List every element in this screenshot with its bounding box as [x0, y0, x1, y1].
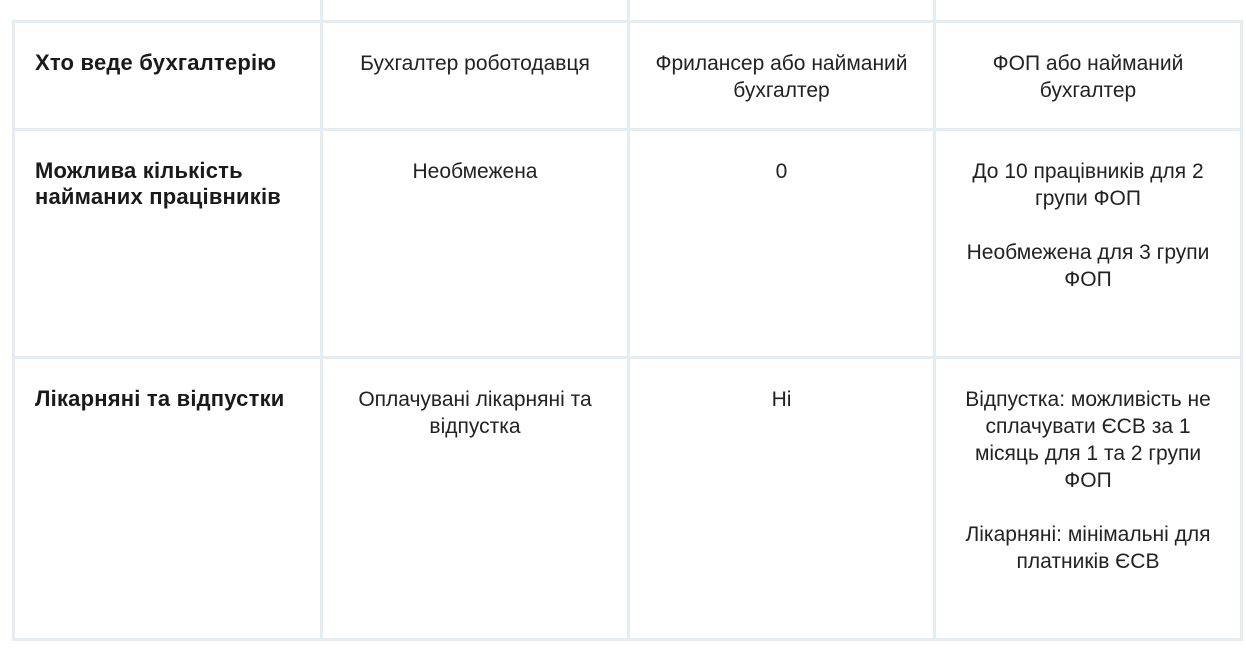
table-cell: [629, 0, 935, 21]
cell-text: Фрилансер або найманий бухгалтер: [655, 51, 908, 102]
table-cell: [629, 21, 935, 129]
table-cell: [629, 357, 935, 639]
table-row: [14, 129, 1242, 357]
table-cell: [935, 129, 1242, 357]
table-top-strip: [14, 0, 1242, 21]
table-cell: [935, 0, 1242, 21]
row-header-accounting: Хто веде бухгалтерію: [14, 21, 322, 129]
cell-text: Лікарняні: мінімальні для платників ЄСВ: [965, 522, 1211, 573]
table-cell: [14, 0, 322, 21]
cell-text: Бухгалтер роботодавця: [360, 51, 590, 75]
row-header-employees: Можлива кількість найманих працівників: [14, 129, 322, 357]
table-cell: [322, 21, 629, 129]
table-row: [14, 21, 1242, 129]
table-row: [14, 357, 1242, 639]
table-cell: [322, 0, 629, 21]
cell-text: 0: [775, 159, 788, 183]
cell-text: Необмежена для 3 групи ФОП: [966, 240, 1210, 291]
comparison-table-container: [12, 0, 1240, 640]
cell-text: До 10 працівників для 2 групи ФОП: [972, 159, 1204, 210]
cell-text: ФОП або найманий бухгалтер: [992, 51, 1184, 102]
cell-text: Оплачувані лікарняні та відпустка: [358, 387, 592, 438]
comparison-table: [12, 0, 1243, 641]
cell-text: Відпустка: можливість не сплачувати ЄСВ за 1 місяць для 1 та 2 групи ФОП: [965, 387, 1211, 492]
table-cell: [322, 129, 629, 357]
table-cell: [935, 357, 1242, 639]
row-header-sick-leave: Лікарняні та відпустки: [14, 357, 322, 639]
table-cell: [935, 21, 1242, 129]
cell-text: Ні: [771, 387, 792, 411]
table-cell: [322, 357, 629, 639]
table-cell: [629, 129, 935, 357]
cell-text: Необмежена: [412, 159, 538, 183]
